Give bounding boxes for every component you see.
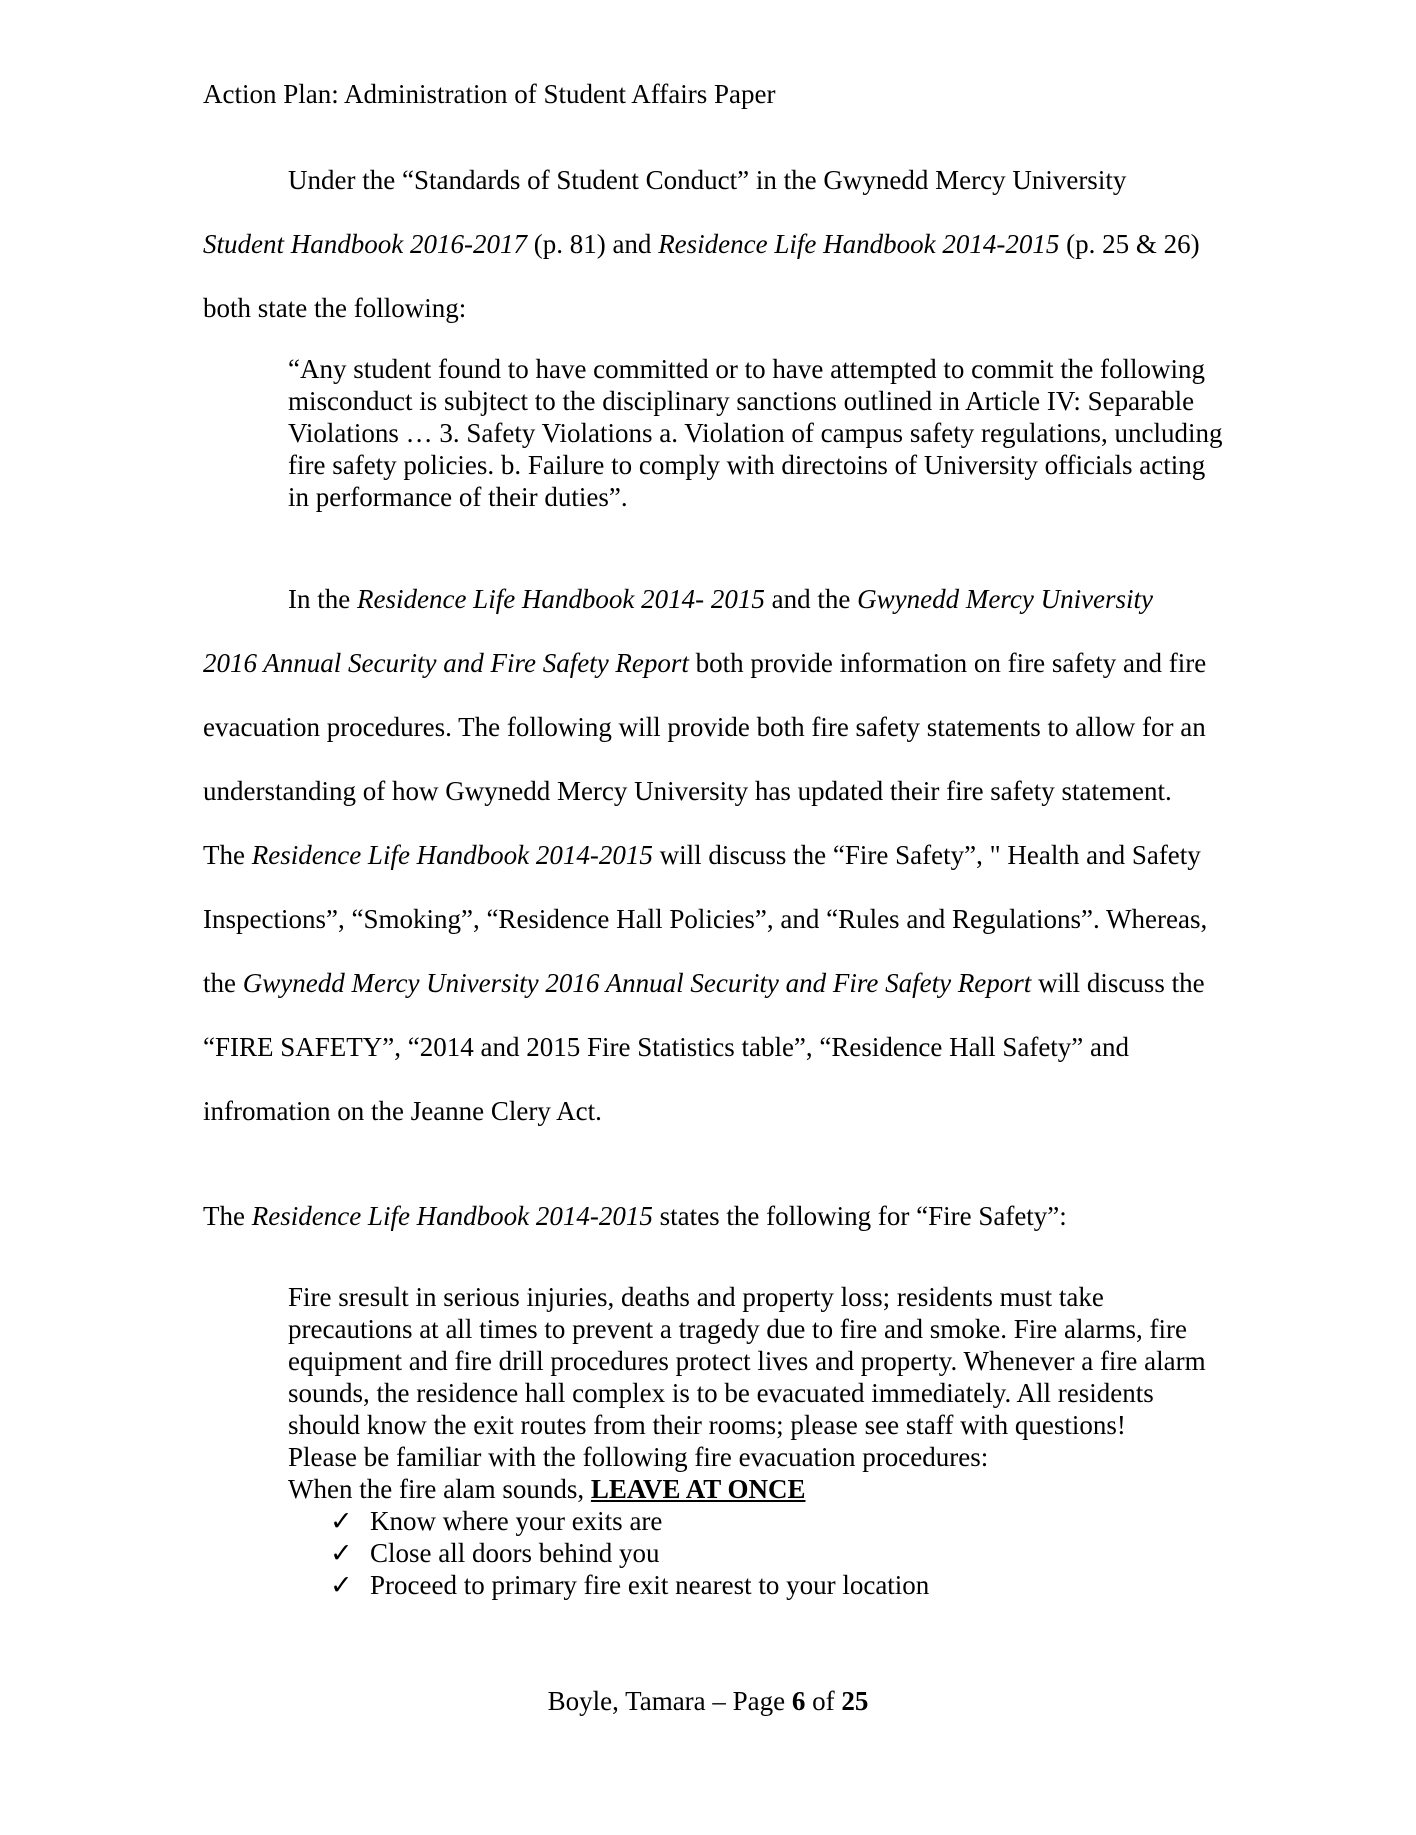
citation-title: Gwynedd Mercy University 2016 Annual Security and Fire Safety Report bbox=[242, 968, 1032, 998]
paragraph-text: (p. 81) and bbox=[526, 229, 659, 259]
footer-page-number: 6 bbox=[791, 1686, 806, 1716]
checklist-item-text: Know where your exits are bbox=[370, 1506, 663, 1536]
citation-title: Residence Life Handbook 2014-2015 bbox=[251, 1201, 653, 1231]
checkmark-icon: ✓ bbox=[330, 1538, 353, 1568]
citation-title: Gwynedd Mercy University 2016 Annual Security and Fire Safety Report bbox=[203, 584, 1154, 678]
checklist-item-text: Close all doors behind you bbox=[370, 1538, 660, 1568]
comparison-paragraph bbox=[203, 567, 1213, 1143]
paragraph-text: both provide information on fire safety and fire evacuation procedures. The following will provide both fire safety statements to allow for an understanding of how Gwynedd Mercy University has updated their fire safety statement. The bbox=[203, 648, 1207, 870]
paragraph-text: states the following for “Fire Safety”: bbox=[652, 1201, 1067, 1231]
footer-author: Boyle, Tamara – Page bbox=[547, 1686, 792, 1716]
citation-title: Residence Life Handbook 2014-2015 bbox=[251, 840, 653, 870]
fire-safety-intro bbox=[203, 1200, 1213, 1232]
paragraph-text: In the bbox=[288, 584, 357, 614]
paragraph-text: Under the “Standards of Student Conduct” in the Gwynedd Mercy University bbox=[288, 165, 1127, 195]
evacuation-checklist bbox=[288, 1505, 1228, 1601]
running-header: Action Plan: Administration of Student Affairs Paper bbox=[203, 79, 776, 109]
paragraph-text: The bbox=[203, 1201, 252, 1231]
footer-of: of bbox=[805, 1686, 842, 1716]
citation-title: Residence Life Handbook 2014- 2015 bbox=[356, 584, 765, 614]
leave-at-once-emphasis: LEAVE AT ONCE bbox=[590, 1474, 806, 1504]
alarm-instruction bbox=[288, 1473, 1228, 1505]
checklist-item-text: Proceed to primary fire exit nearest to your location bbox=[370, 1570, 930, 1600]
checkmark-icon: ✓ bbox=[330, 1570, 353, 1600]
checklist-item bbox=[330, 1505, 1228, 1537]
fire-safety-text: Fire sresult in serious injuries, deaths and property loss; residents must take precautions at all times to prevent a tragedy due to fire and smoke. Fire alarms, fire equipment and fire drill procedures protect lives and property. Whenever a fire alarm sounds, the residence hall complex is to be evacuated immediately. All residents should know the exit routes from their rooms; please see staff with questions! bbox=[288, 1282, 1206, 1440]
paragraph-text: will discuss the “Fire Safety”, " Health and Safety Inspections”, “Smoking”, “Residence Hall Policies”, and “Rules and Regulations”. Whereas, the bbox=[203, 840, 1208, 998]
footer-page-total: 25 bbox=[841, 1686, 869, 1716]
citation-title: Student Handbook 2016-2017 bbox=[203, 229, 527, 259]
page-footer bbox=[0, 1685, 1416, 1717]
paragraph-text: will discuss the “FIRE SAFETY”, “2014 and 2015 Fire Statistics table”, “Residence Hall Safety” and infromation on the Jeanne Clery Act. bbox=[203, 968, 1205, 1126]
checklist-item bbox=[330, 1569, 1228, 1601]
checkmark-icon: ✓ bbox=[330, 1506, 353, 1536]
checklist-item bbox=[330, 1537, 1228, 1569]
alarm-instruction-text: When the fire alam sounds, bbox=[288, 1474, 591, 1504]
citation-title: Residence Life Handbook 2014-2015 bbox=[658, 229, 1060, 259]
evacuation-intro: Please be familiar with the following fire evacuation procedures: bbox=[288, 1442, 989, 1472]
paragraph-text: and the bbox=[764, 584, 858, 614]
paragraph-text: (p. 25 & 26) both state the following: bbox=[203, 229, 1200, 323]
conduct-quote: “Any student found to have committed or to have attempted to commit the following misconduct is subjtect to the disciplinary sanctions outlined in Article IV: Separable Violations … 3. Safety Violations a. Violation of campus safety regulations, uncluding fire safety policies. b. Failure to comply with directoins of University officials acting in performance of their duties”. bbox=[288, 354, 1223, 512]
fire-safety-quote bbox=[288, 1281, 1228, 1601]
intro-paragraph bbox=[203, 148, 1213, 340]
